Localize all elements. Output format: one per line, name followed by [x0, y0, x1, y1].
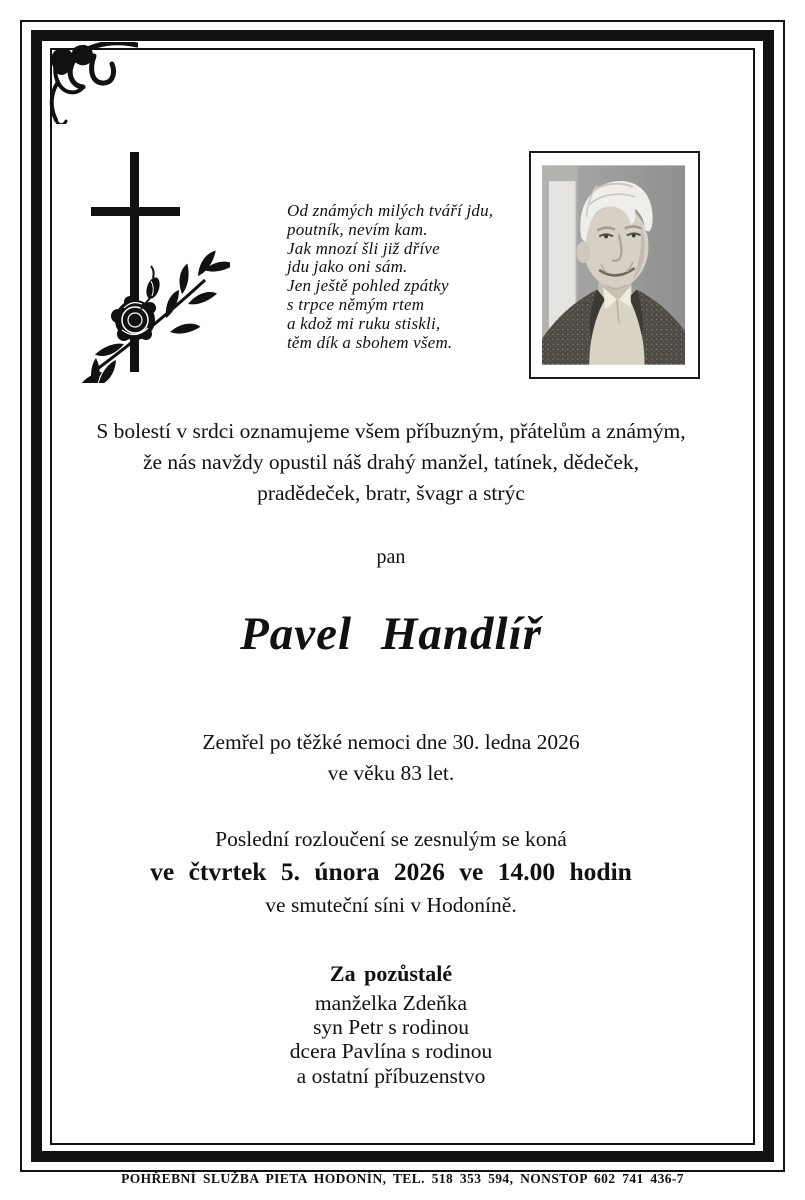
funeral-intro: Poslední rozloučení se zesnulým se koná	[215, 827, 567, 851]
death-notice	[36, 727, 746, 789]
survivor-line: manželka Zdeňka	[314, 991, 468, 1015]
announcement-text	[36, 416, 746, 509]
deceased-name: Pavel Handlíř	[240, 608, 542, 660]
poem-line: s trpce němým rtem	[287, 294, 425, 314]
funeral-place: ve smuteční síni v Hodoníně.	[265, 893, 517, 917]
death-date-line: Zemřel po těžké nemoci dne 30. ledna 2026	[202, 730, 580, 754]
cross-and-rose-icon	[80, 148, 230, 383]
announcement-line: pradědeček, bratr, švagr a strýc	[257, 481, 525, 505]
poem-line: jdu jako oni sám.	[287, 257, 408, 277]
funeral-service-footer: POHŘEBNÍ SLUŽBA PIETA HODONÍN, TEL. 518 353 594, NONSTOP 602 741 436-7	[121, 1171, 684, 1186]
funeral-datetime: ve čtvrtek 5. února 2026 ve 14.00 hodin	[150, 857, 632, 886]
memorial-poem	[287, 202, 493, 352]
survivor-line: syn Petr s rodinou	[313, 1015, 469, 1040]
honorific: pan	[376, 546, 406, 568]
survivors-section	[36, 960, 746, 1088]
poem-line: Od známých milých tváří jdu,	[287, 201, 494, 220]
funeral-info	[36, 824, 746, 921]
portrait-illustration	[542, 164, 685, 366]
corner-flower-ornament-icon	[42, 42, 138, 124]
survivors-heading: Za pozůstalé	[329, 961, 453, 986]
poem-line: a kdož mi ruku stiskli,	[287, 313, 441, 333]
poem-line: Jak mnozí šli již dříve	[287, 238, 440, 258]
poem-line: poutník, nevím kam.	[287, 219, 428, 239]
poem-line: těm dík a sbohem všem.	[287, 332, 453, 352]
survivor-line: dcera Pavlína s rodinou	[289, 1039, 493, 1064]
announcement-line: S bolestí v srdci oznamujeme všem příbuzným, přátelům a známým,	[96, 419, 686, 443]
announcement-line: že nás navždy opustil náš drahý manžel, tatínek, dědeček,	[142, 450, 640, 474]
poem-line: Jen ještě pohled zpátky	[287, 276, 449, 296]
survivor-line: a ostatní příbuzenstvo	[296, 1063, 486, 1088]
portrait-photo	[529, 151, 700, 379]
death-age-line: ve věku 83 let.	[327, 761, 455, 785]
